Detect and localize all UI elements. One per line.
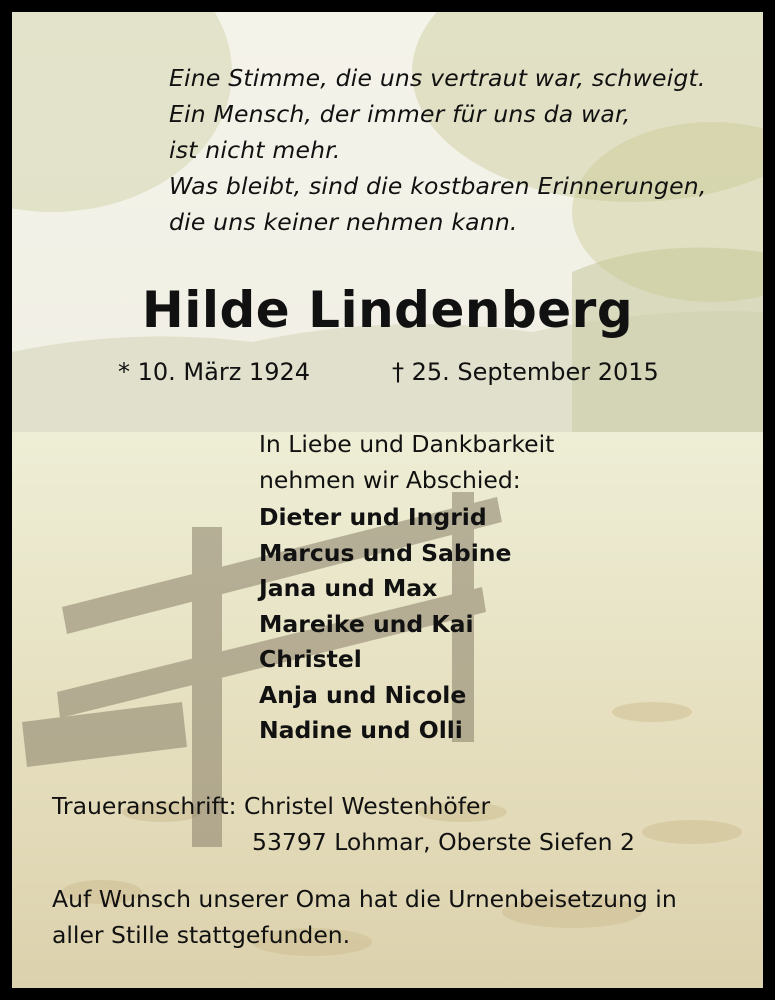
death-date: † 25. September 2015 <box>392 358 659 386</box>
mourner-entry: Marcus und Sabine <box>259 538 512 567</box>
intro-line: nehmen wir Abschied: <box>259 466 521 494</box>
deceased-name: Hilde Lindenberg <box>141 281 634 339</box>
poem-line: ist nicht mehr. <box>169 136 341 164</box>
mourning-address <box>52 788 635 860</box>
burial-note <box>52 881 742 953</box>
poem-line: Was bleibt, sind die kostbaren Erinnerungen, <box>169 172 707 200</box>
mourner-entry: Jana und Max <box>259 574 438 602</box>
note-line: aller Stille stattgefunden. <box>52 921 351 949</box>
poem-line: Ein Mensch, der immer für uns da war, <box>169 100 631 128</box>
notice-content <box>12 12 763 988</box>
intro-line: In Liebe und Dankbarkeit <box>259 430 555 458</box>
note-line: Auf Wunsch unserer Oma hat die Urnenbeisetzung in <box>52 885 677 913</box>
address-line-1: Traueranschrift: Christel Westenhöfer <box>52 792 491 820</box>
mourner-entry: Anja und Nicole <box>259 680 467 709</box>
mourner-entry: Christel <box>259 645 362 673</box>
mourner-entry: Mareike und Kai <box>259 609 474 638</box>
poem <box>169 60 769 240</box>
birth-date: * 10. März 1924 <box>118 358 311 386</box>
address-line-2: 53797 Lohmar, Oberste Siefen 2 <box>252 828 635 856</box>
mourner-entry: Nadine und Olli <box>259 716 463 744</box>
poem-line: die uns keiner nehmen kann. <box>169 208 518 236</box>
farewell-intro <box>259 426 554 498</box>
mourners-list <box>259 500 511 749</box>
mourner-entry: Dieter und Ingrid <box>259 503 487 531</box>
poem-line: Eine Stimme, die uns vertraut war, schweigt. <box>169 64 706 92</box>
